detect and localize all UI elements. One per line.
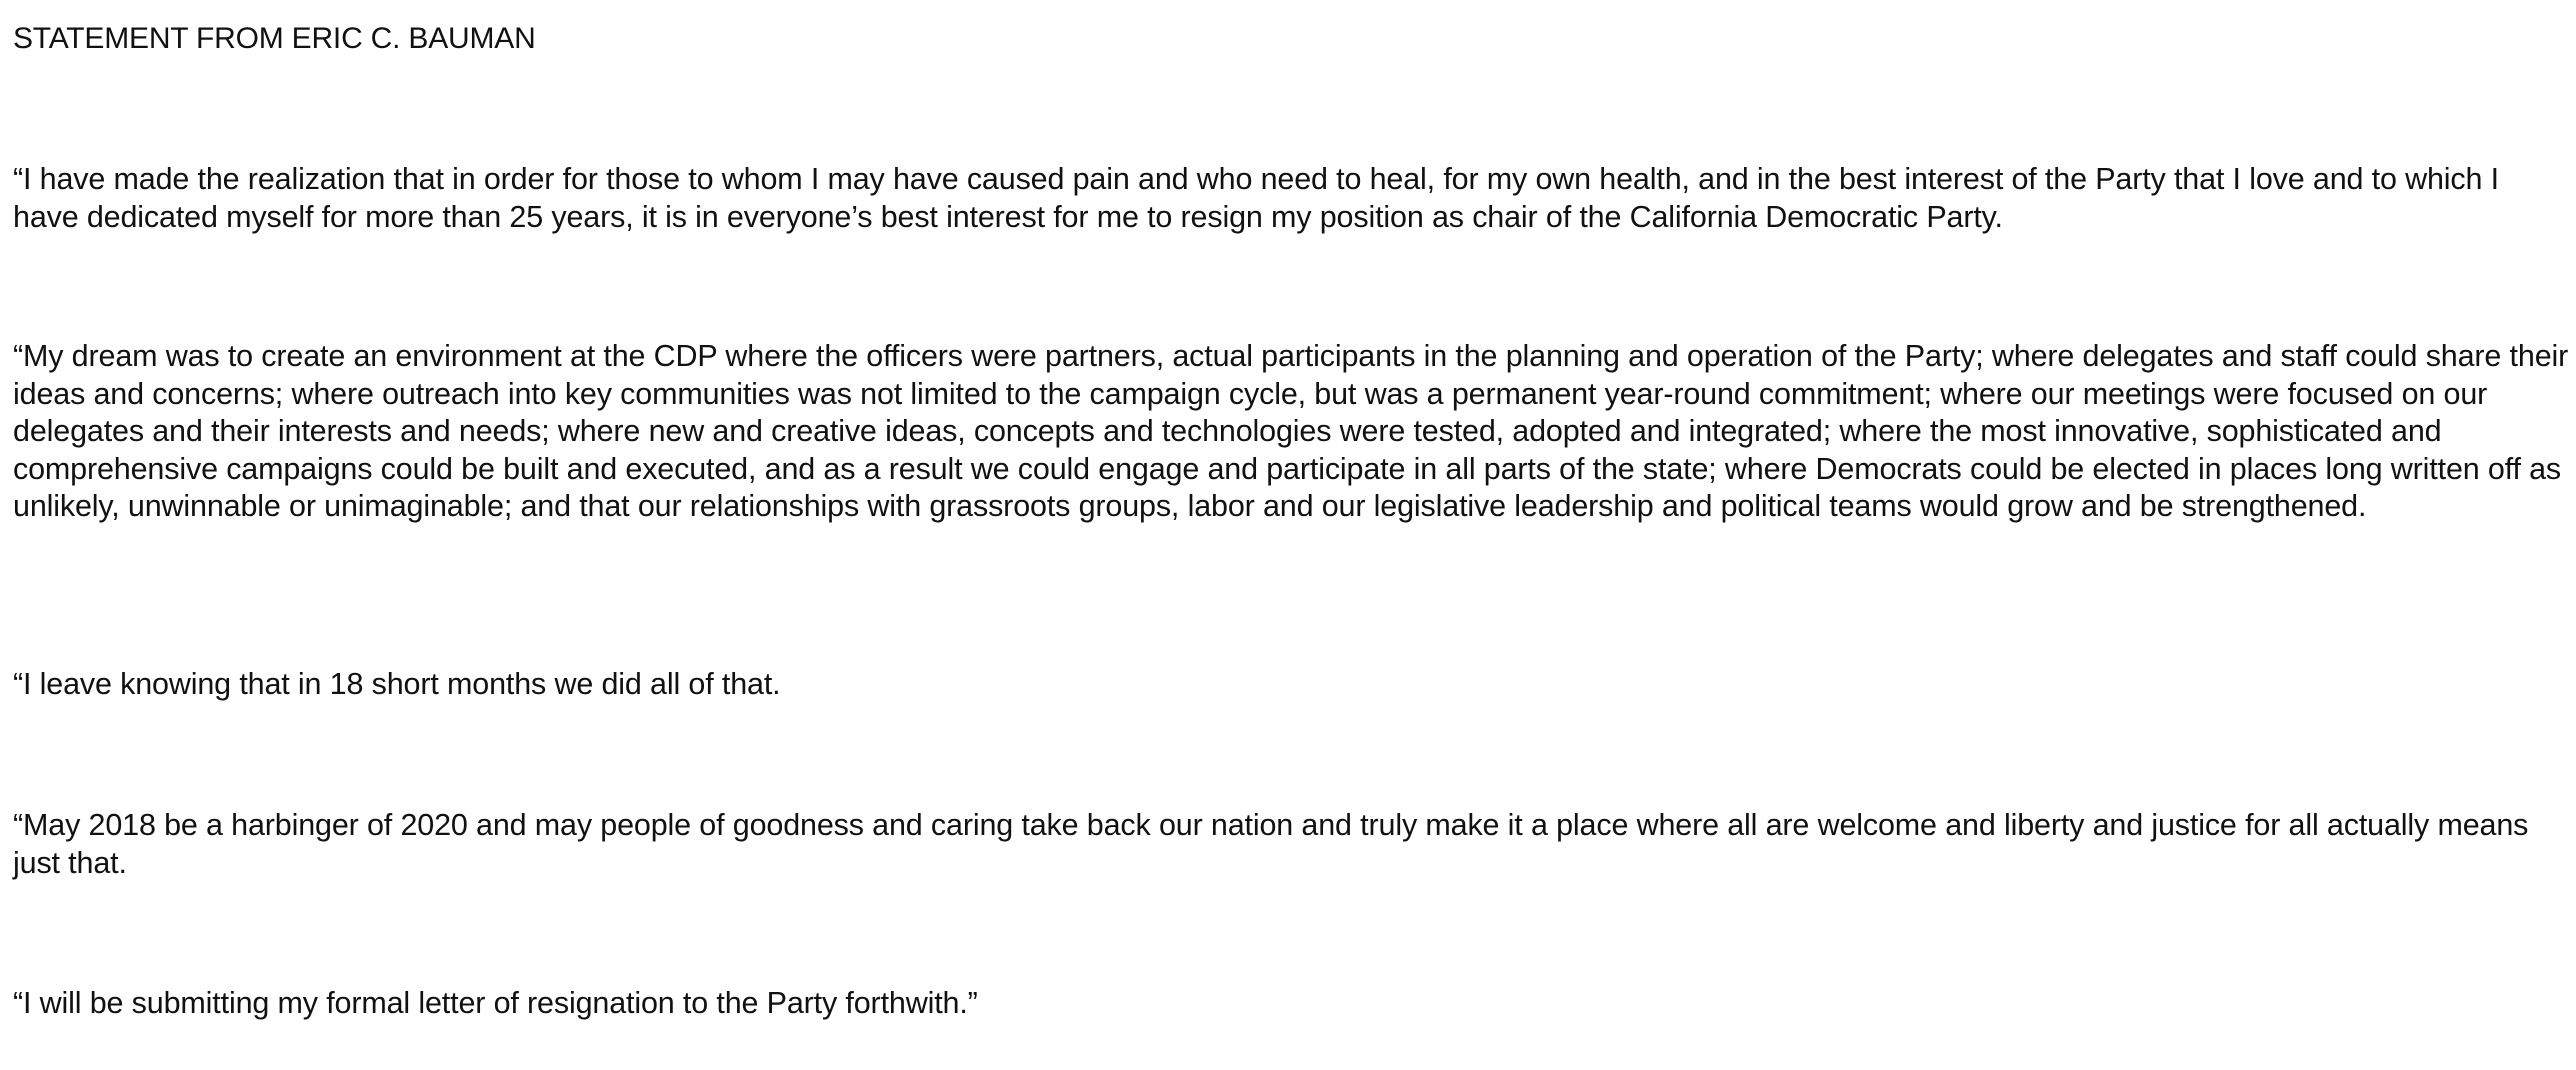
paragraph-resignation-reason: “I have made the realization that in order for those to whom I may have caused pain and who need to heal, for my own health, and in the best interest of the Party that I love and to which I have dedicated myself for more than 25 years, it is in everyone’s best interest for me to resign my position as chair of the California Democratic Party.	[13, 162, 2499, 234]
paragraph-resignation-letter: “I will be submitting my formal letter of resignation to the Party forthwith.”	[13, 986, 978, 1020]
paragraph-dream: “My dream was to create an environment at the CDP where the officers were partners, actual participants in the planning and operation of the Party; where delegates and staff could share their ideas and concerns; where outreach into key communities was not limited to the campaign cycle, but was a permanent year-round commitment; where our meetings were focused on our delegates and their interests and needs; where new and creative ideas, concepts and technologies were tested, adopted and integrated; where the most innovative, sophisticated and comprehensive campaigns could be built and executed, and as a result we could engage and participate in all parts of the state; where Democrats could be elected in places long written off as unlikely, unwinnable or unimaginable; and that our relationships with grassroots groups, labor and our legislative leadership and political teams would grow and be strengthened.	[13, 339, 2569, 524]
statement-title: STATEMENT FROM ERIC C. BAUMAN	[13, 22, 536, 55]
paragraph-hope: “May 2018 be a harbinger of 2020 and may people of goodness and caring take back our nation and truly make it a place where all are welcome and liberty and justice for all actually means just that.	[13, 808, 2529, 880]
paragraph-accomplishment: “I leave knowing that in 18 short months we did all of that.	[13, 667, 781, 701]
